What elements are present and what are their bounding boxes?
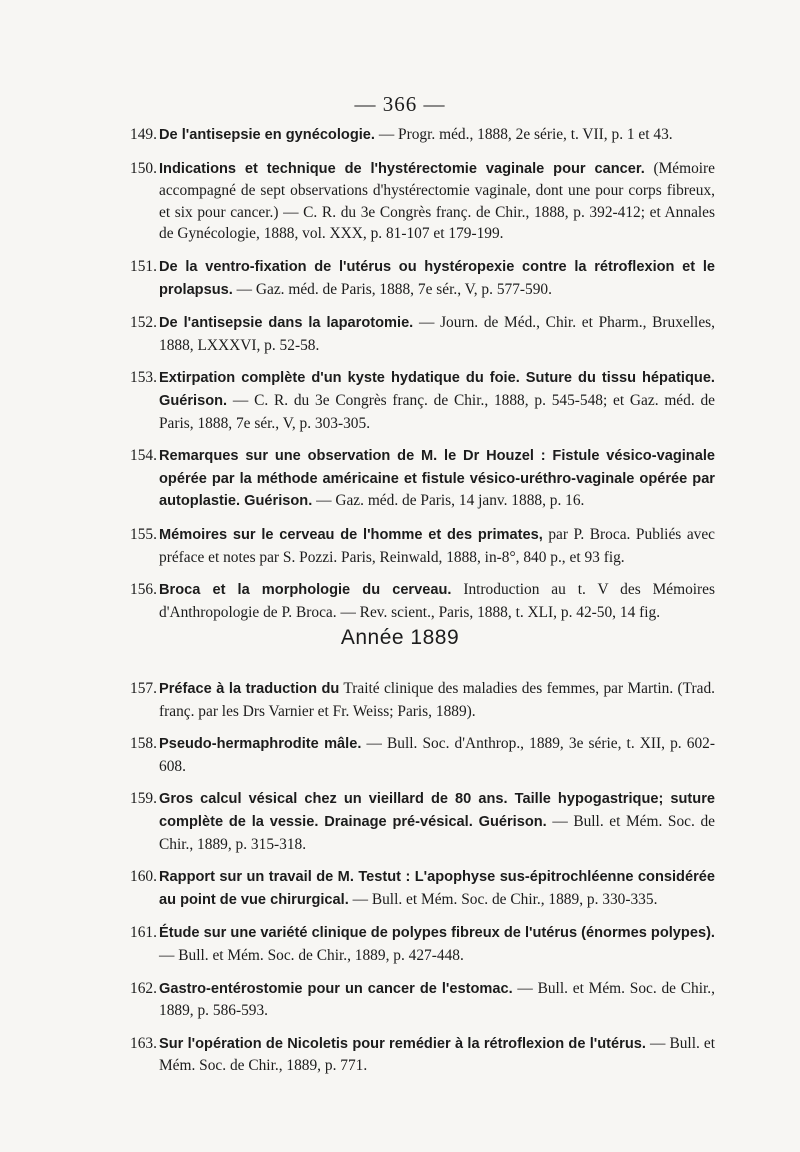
entry-citation: — Gaz. méd. de Paris, 1888, 7e sér., V, p. 577-590.: [232, 280, 552, 298]
bibliography-entry: [130, 524, 716, 568]
year-heading: Année 1889: [340, 626, 460, 649]
bibliography-list-1889: [130, 678, 715, 1088]
entry-title: De la ventro-fixation de l'utérus ou hystéropexie contre la rétroflexion et le prolapsus.: [159, 258, 715, 298]
entry-title: Gastro-entérostomie pour un cancer de l'estomac.: [159, 980, 513, 997]
entry-number: 161.: [130, 924, 157, 942]
entry-number: 152.: [130, 314, 157, 332]
bibliography-entry: [130, 678, 715, 722]
bibliography-entry: [130, 978, 715, 1022]
entry-number: 155.: [130, 525, 157, 543]
entry-title: De l'antisepsie en gynécologie.: [159, 127, 375, 143]
entry-number: 157.: [130, 680, 157, 697]
entry-number: 159.: [130, 790, 157, 808]
entry-title: De l'antisepsie dans la laparotomie.: [159, 315, 414, 332]
bibliography-entry: [130, 788, 715, 855]
bibliography-entry: [130, 922, 715, 966]
entry-number: 163.: [130, 1034, 157, 1052]
bibliography-entry: [130, 158, 715, 245]
entry-number: 156.: [130, 581, 157, 599]
entry-number: 151.: [130, 257, 157, 275]
bibliography-entry: [130, 124, 715, 147]
entry-title: Remarques sur une observation de M. le Dr Houzel : Fistule vésico-vaginale opérée par la méthode américaine et fistule vésico-uréthro-vaginale opérée par autoplastie. Guérison.: [159, 448, 715, 510]
bibliography-entry: [130, 733, 715, 777]
page-number: — 366 —: [354, 92, 446, 116]
entry-title: Préface à la traduction du: [159, 681, 340, 697]
entry-title: Mémoires sur le cerveau de l'homme et des primates,: [159, 526, 543, 543]
entry-number: 153.: [130, 369, 157, 387]
entry-citation: — Gaz. méd. de Paris, 14 janv. 1888, p. 16.: [312, 492, 585, 510]
entry-title: Sur l'opération de Nicoletis pour remédier à la rétroflexion de l'utérus.: [159, 1035, 646, 1052]
entry-title: Gros calcul vésical chez un vieillard de 80 ans. Taille hypogastrique; suture complète de la vessie. Drainage pré-vésical. Guérison.: [159, 791, 715, 830]
entry-citation: — Progr. méd., 1888, 2e série, t. VII, p. 1 et 43.: [374, 126, 673, 143]
entry-citation: — Bull. et Mém. Soc. de Chir., 1889, p. 586-593.: [159, 979, 715, 1020]
bibliography-entry: [130, 367, 715, 434]
bibliography-entry: [130, 312, 715, 356]
entry-citation: — C. R. du 3e Congrès franç. de Chir., 1888, p. 545-548; et Gaz. méd. de Paris, 1888, 7e sér., V, p. 303-305.: [159, 391, 715, 432]
entry-title: Indications et technique de l'hystérectomie vaginale pour cancer.: [159, 160, 645, 177]
entry-citation: — Journ. de Méd., Chir. et Pharm., Bruxelles, 1888, LXXXVI, p. 52-58.: [159, 314, 715, 354]
entry-citation: Traité clinique des maladies des femmes, par Martin. (Trad. franç. par les Drs Varnier et Fr. Weiss; Paris, 1889).: [159, 680, 715, 720]
entry-citation: — Bull. Soc. d'Anthrop., 1889, 3e série, t. XII, p. 602-608.: [159, 735, 715, 775]
bibliography-entry: [130, 256, 715, 301]
entry-citation: — Bull. et Mém. Soc. de Chir., 1889, p. 771.: [159, 1034, 715, 1075]
entry-number: 150.: [130, 159, 157, 177]
entry-title: Broca et la morphologie du cerveau.: [159, 582, 452, 599]
entry-citation: par P. Broca. Publiés avec préface et notes par S. Pozzi. Paris, Reinwald, 1888, in-8°, 840 p., et 93 fig.: [159, 525, 716, 566]
entry-number: 162.: [130, 979, 157, 997]
entry-number: 158.: [130, 735, 157, 753]
bibliography-list-1888: [130, 124, 716, 634]
entry-citation: — Bull. et Mém. Soc. de Chir., 1889, p. 315-318.: [159, 812, 715, 853]
entry-title: Pseudo-hermaphrodite mâle.: [159, 736, 362, 753]
entry-title: Rapport sur un travail de M. Testut : L'apophyse sus-épitrochléenne considérée au point de vue chirurgical.: [159, 869, 715, 908]
entry-number: 160.: [130, 868, 157, 886]
entry-citation: (Mémoire accompagné de sept observations d'hystérectomie vaginale, dont une pour corps fibreux, et six pour cancer.) — C. R. du 3e Congrès franç. de Chir., 1888, p. 392-412; et Annales de Gynécologie, 1888, vol. XXX, p. 81-107 et 179-199.: [159, 159, 715, 243]
entry-title: Étude sur une variété clinique de polypes fibreux de l'utérus (énormes polypes).: [159, 925, 715, 942]
bibliography-entry: [130, 866, 715, 911]
entry-citation: — Bull. et Mém. Soc. de Chir., 1889, p. 330-335.: [348, 890, 658, 908]
bibliography-entry: [130, 1033, 715, 1077]
entry-number: 154.: [130, 447, 157, 465]
entry-citation: Introduction au t. V des Mémoires d'Anthropologie de P. Broca. — Rev. scient., Paris, 1888, t. XLI, p. 42-50, 14 fig.: [159, 581, 715, 621]
entry-number: 149.: [130, 126, 157, 143]
bibliography-entry: [130, 445, 715, 513]
entry-title: Extirpation complète d'un kyste hydatique du foie. Suture du tissu hépatique. Guérison.: [159, 370, 715, 409]
entry-citation: — Bull. et Mém. Soc. de Chir., 1889, p. 427-448.: [159, 946, 464, 964]
bibliography-entry: [130, 579, 715, 623]
